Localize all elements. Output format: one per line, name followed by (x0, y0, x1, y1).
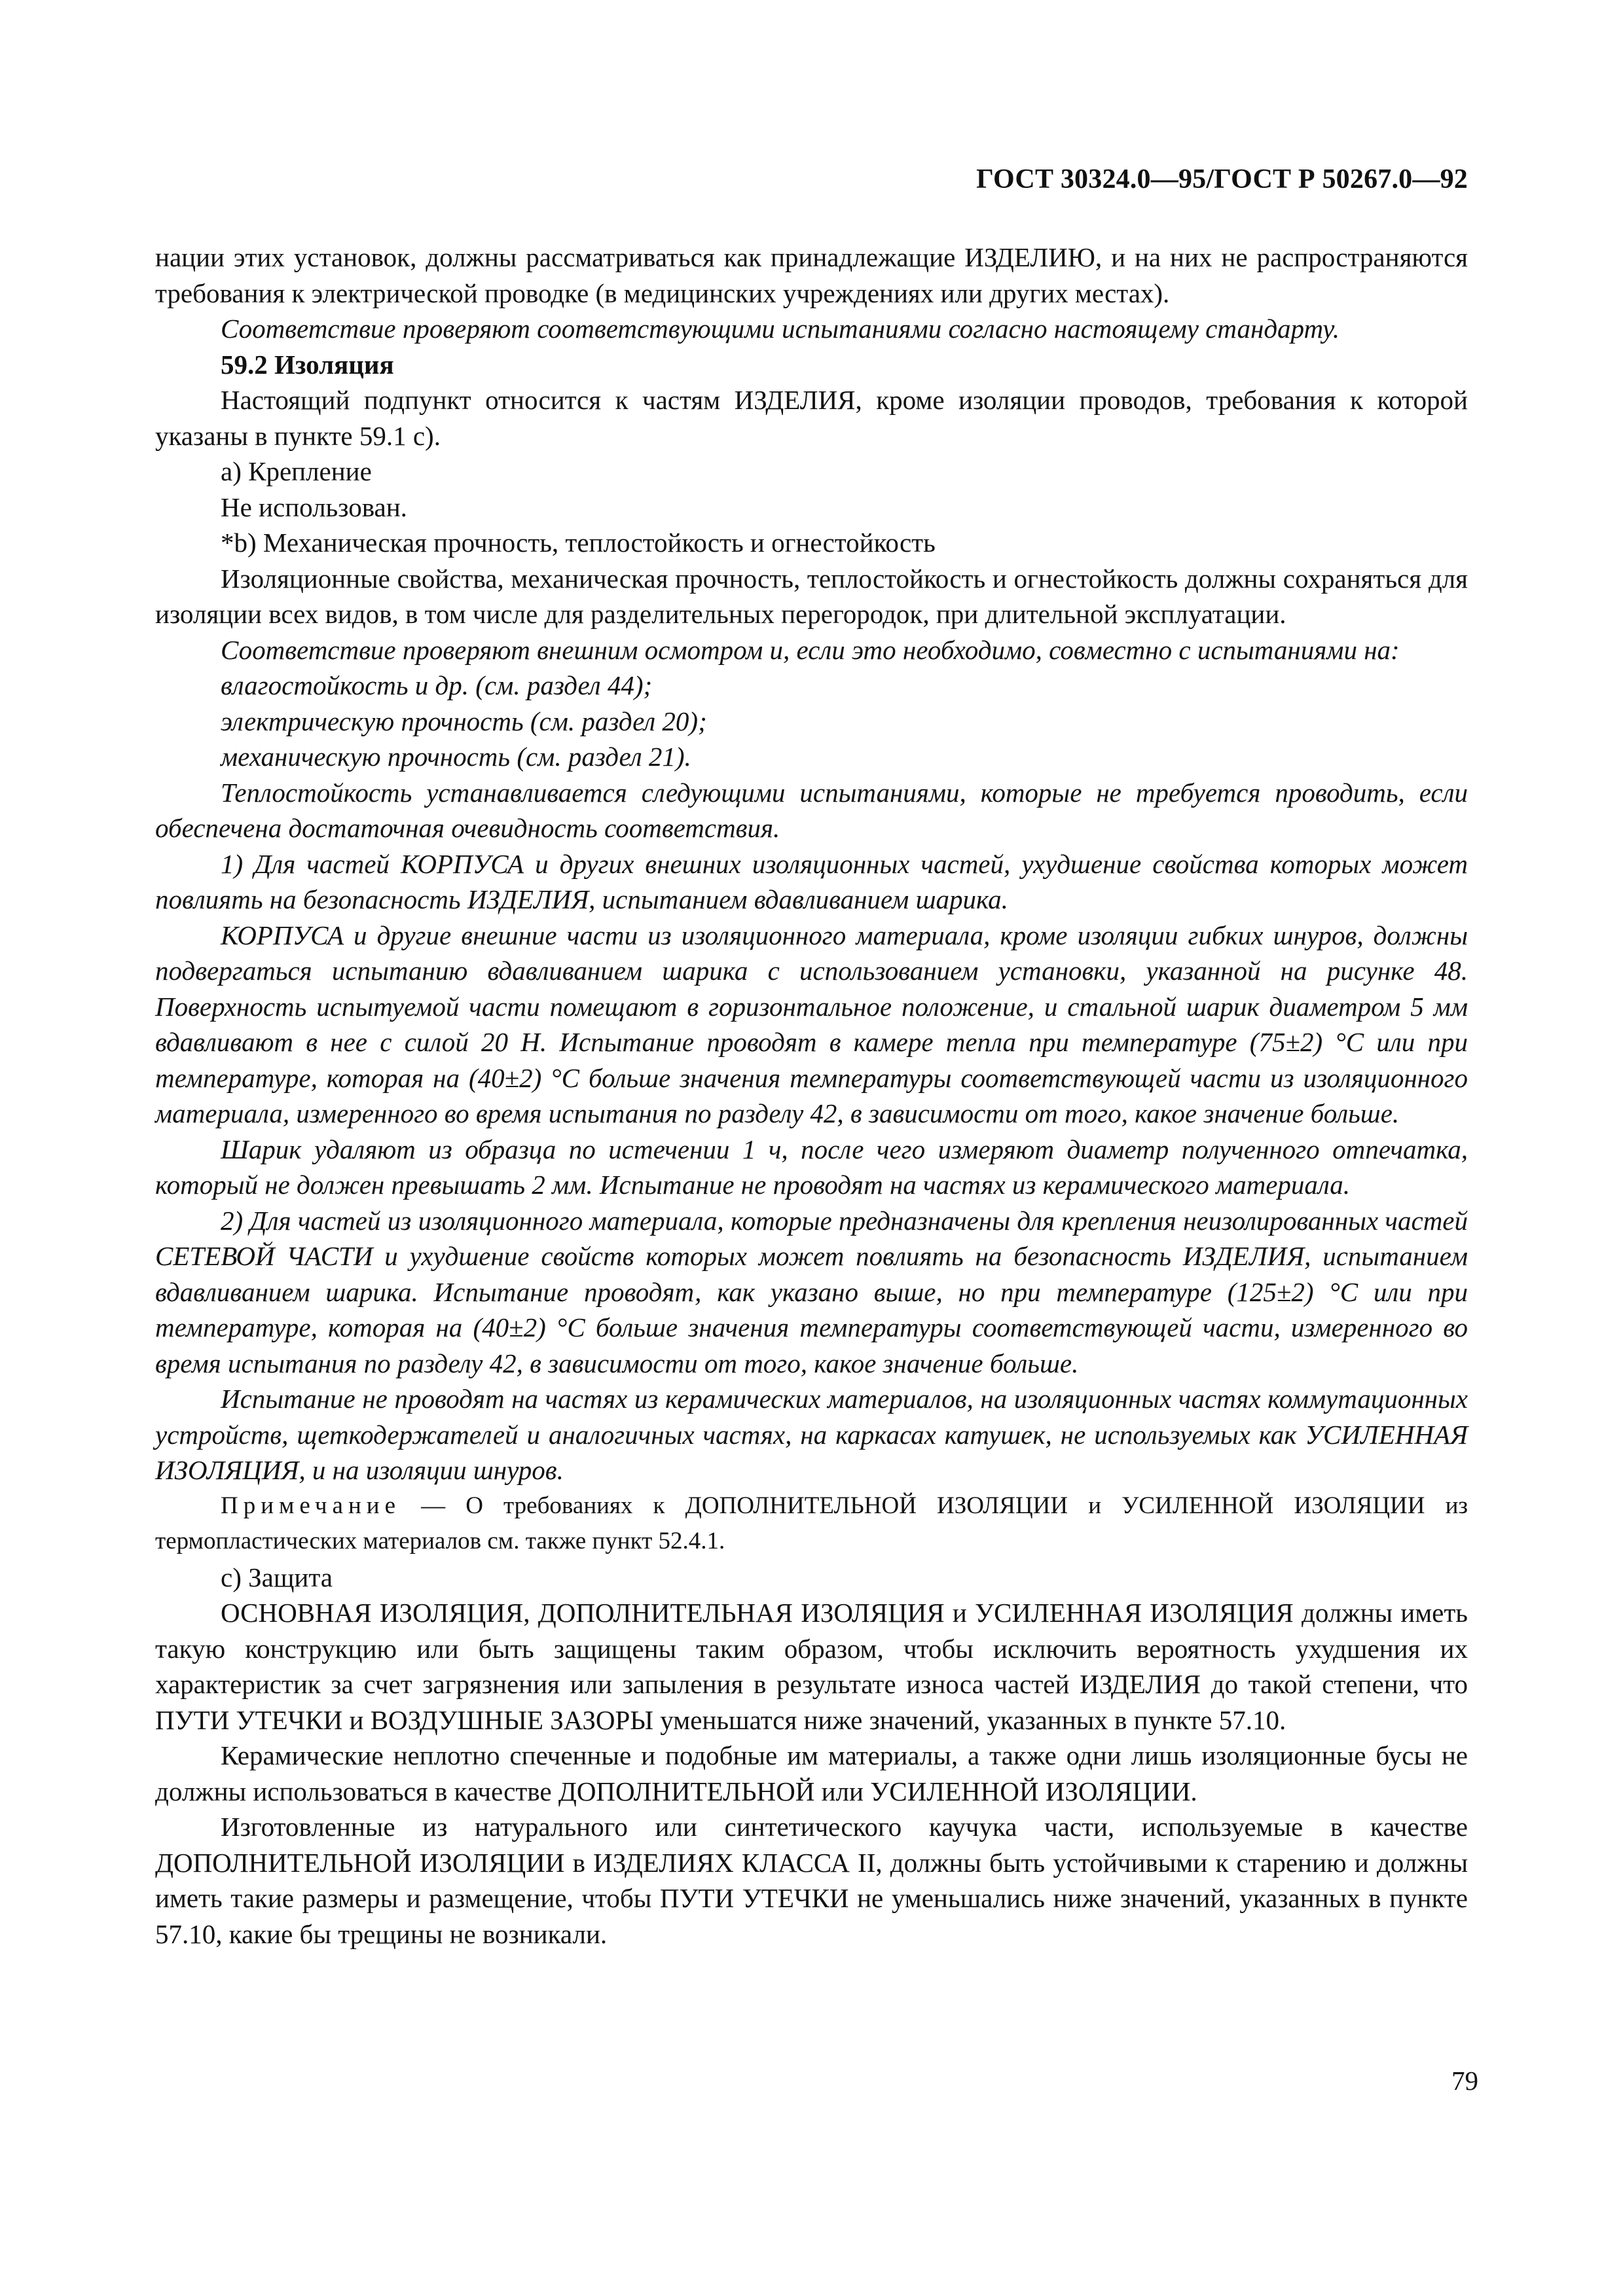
paragraph: 1) Для частей КОРПУСА и других внешних изоляционных частей, ухудшение свойства которых может повлиять на безопасность ИЗДЕЛИЯ, испытанием вдавливанием шарика. (155, 848, 1468, 914)
paragraph: Соответствие проверяют внешним осмотром и, если это необходимо, совместно с испытаниями на: (221, 634, 1400, 665)
paragraph: *b) Механическая прочность, теплостойкость и огнестойкость (221, 528, 936, 558)
paragraph: Шарик удаляют из образца по истечении 1 ч, после чего измеряют диаметр полученного отпечатка, который не должен превышать 2 мм. Испытание не проводят на частях из керамического материала. (155, 1134, 1468, 1200)
paragraph: нации этих установок, должны рассматриваться как принадлежащие ИЗДЕЛИЮ, и на них не распространяются требования к электрической проводке (в медицинских учреждениях или других местах). (155, 242, 1468, 308)
paragraph: Изоляционные свойства, механическая прочность, теплостойкость и огнестойкость должны сохраняться для изоляции всех видов, в том числе для разделительных перегородок, при длительной эксплуатации. (155, 563, 1468, 629)
note-text: — О требованиях к ДОПОЛНИТЕЛЬНОЙ ИЗОЛЯЦИИ и УСИЛЕННОЙ ИЗОЛЯЦИИ из термопластических материалов см. также пункт 52.4.1. (155, 1492, 1468, 1554)
paragraph: Теплостойкость устанавливается следующими испытаниями, которые не требуется проводить, если обеспечена достаточная очевидность соответствия. (155, 777, 1468, 843)
note-label: Примечание (221, 1492, 401, 1519)
page-header-title: ГОСТ 30324.0—95/ГОСТ Р 50267.0—92 (976, 164, 1468, 194)
paragraph: Испытание не проводят на частях из керамических материалов, на изоляционных частях коммутационных устройств, щеткодержателей и аналогичных частях, на каркасах катушек, не используемых как УСИЛЕННАЯ ИЗОЛЯЦИЯ, и на изоляции шнуров. (155, 1384, 1468, 1485)
list-item: влагостойкость и др. (см. раздел 44); (221, 670, 653, 700)
section-heading: 59.2 Изоляция (221, 349, 394, 380)
document-body (155, 240, 1468, 1952)
page-number: 79 (1451, 2066, 1478, 2096)
note (155, 1488, 1468, 1560)
paragraph: а) Крепление (221, 456, 372, 486)
paragraph: КОРПУСА и другие внешние части из изоляционного материала, кроме изоляции гибких шнуров, должны подвергаться испытанию вдавливанием шарика с использованием установки, указанной на рисунке 48. Поверхность испытуемой части помещают в горизонтальное положение, и стальной шарик диаметром 5 мм вдавливают в нее с силой 20 Н. Испытание проводят в камере тепла при температуре (75±2) °С или при температуре, которая на (40±2) °С больше значения температуры соответствующей части из изоляционного материала, измеренного во время испытания по разделу 42, в зависимости от того, какое значение больше. (155, 920, 1468, 1128)
paragraph: 2) Для частей из изоляционного материала, которые предназначены для крепления неизолированных частей СЕТЕВОЙ ЧАСТИ и ухудшение свойств которых может повлиять на безопасность ИЗДЕЛИЯ, испытанием вдавливанием шарика. Испытание проводят, как указано выше, но при температуре (125±2) °С или при температуре, которая на (40±2) °С больше значения температуры соответствующей части, измеренного во время испытания по разделу 42, в зависимости от того, какое значение больше. (155, 1205, 1468, 1378)
paragraph: Керамические неплотно спеченные и подобные им материалы, а также одни лишь изоляционные бусы не должны использоваться в качестве ДОПОЛНИТЕЛЬНОЙ или УСИЛЕННОЙ ИЗОЛЯЦИИ. (155, 1740, 1468, 1806)
paragraph: Настоящий подпункт относится к частям ИЗДЕЛИЯ, кроме изоляции проводов, требования к которой указаны в пункте 59.1 с). (155, 385, 1468, 451)
paragraph: ОСНОВНАЯ ИЗОЛЯЦИЯ, ДОПОЛНИТЕЛЬНАЯ ИЗОЛЯЦИЯ и УСИЛЕННАЯ ИЗОЛЯЦИЯ должны иметь такую конструкцию или быть защищены таким образом, чтобы исключить вероятность ухудшения их характеристик за счет загрязнения или запыления в результате износа частей ИЗДЕЛИЯ до такой степени, что ПУТИ УТЕЧКИ и ВОЗДУШНЫЕ ЗАЗОРЫ уменьшатся ниже значений, указанных в пункте 57.10. (155, 1598, 1468, 1735)
paragraph: Не использован. (221, 492, 407, 522)
paragraph: Изготовленные из натурального или синтетического каучука части, используемые в качестве ДОПОЛНИТЕЛЬНОЙ ИЗОЛЯЦИИ в ИЗДЕЛИЯХ КЛАССА II, должны быть устойчивыми к старению и должны иметь такие размеры и размещение, чтобы ПУТИ УТЕЧКИ не уменьшались ниже значений, указанных в пункте 57.10, какие бы трещины не возникали. (155, 1812, 1468, 1949)
list-item: электрическую прочность (см. раздел 20); (221, 706, 707, 736)
list-item: механическую прочность (см. раздел 21). (221, 742, 691, 772)
paragraph: Соответствие проверяют соответствующими испытаниями согласно настоящему стандарту. (221, 314, 1340, 344)
paragraph: с) Защита (221, 1562, 333, 1592)
